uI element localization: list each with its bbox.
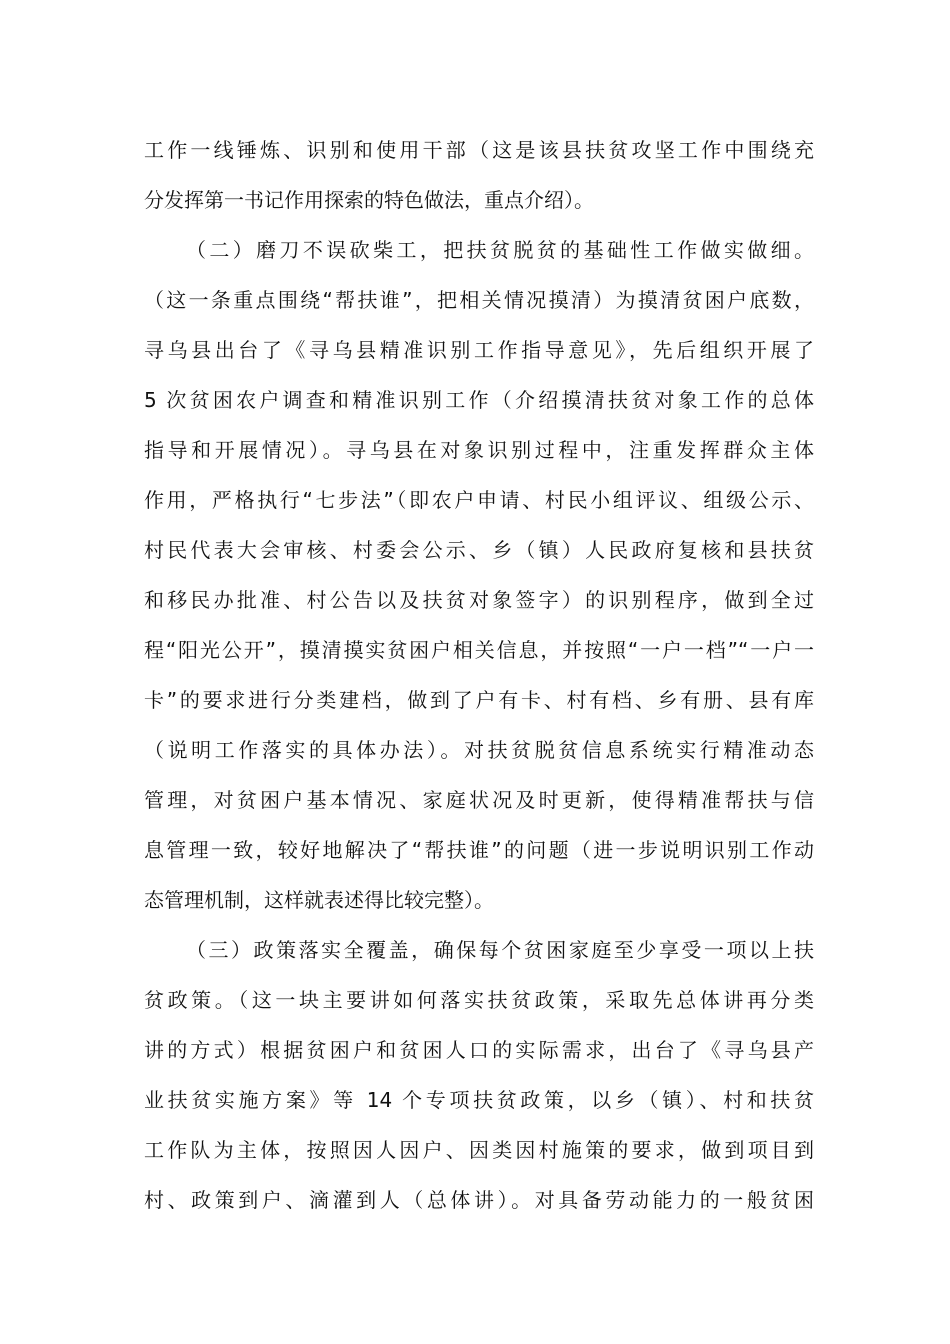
text-line: 作用，严格执行“七步法”（即农户申请、村民小组评议、组级公示、 <box>144 488 814 512</box>
text-line: 贫政策。（这一块主要讲如何落实扶贫政策，采取先总体讲再分类 <box>144 988 814 1012</box>
section-heading: （二）磨刀不误砍柴工，把扶贫脱贫的基础性工作做实做细。 <box>186 238 814 262</box>
text-line: 程“阳光公开”，摸清摸实贫困户相关信息，并按照“一户一档”“一户一 <box>144 638 814 662</box>
text-line: 业扶贫实施方案》等 14 个专项扶贫政策，以乡（镇）、村和扶贫 <box>144 1088 814 1112</box>
text-line: 村民代表大会审核、村委会公示、乡（镇）人民政府复核和县扶贫 <box>144 538 814 562</box>
text-line: 卡”的要求进行分类建档，做到了户有卡、村有档、乡有册、县有库 <box>144 688 814 712</box>
text-line: 分发挥第一书记作用探索的特色做法，重点介绍）。 <box>144 188 594 212</box>
text-line: 指导和开展情况）。寻乌县在对象识别过程中，注重发挥群众主体 <box>144 438 814 462</box>
text-line: （这一条重点围绕“帮扶谁”，把相关情况摸清）为摸清贫困户底数， <box>144 288 814 312</box>
text-line: 5 次贫困农户调查和精准识别工作（介绍摸清扶贫对象工作的总体 <box>144 388 814 412</box>
text-line: 管理，对贫困户基本情况、家庭状况及时更新，使得精准帮扶与信 <box>144 788 814 812</box>
text-line: 工作一线锤炼、识别和使用干部（这是该县扶贫攻坚工作中围绕充 <box>144 138 814 162</box>
text-line: 和移民办批准、村公告以及扶贫对象签字）的识别程序，做到全过 <box>144 588 814 612</box>
section-heading: （三）政策落实全覆盖，确保每个贫困家庭至少享受一项以上扶 <box>186 938 814 962</box>
text-line: 村、政策到户、滴灌到人（总体讲）。对具备劳动能力的一般贫困 <box>144 1188 814 1212</box>
text-line: 寻乌县出台了《寻乌县精准识别工作指导意见》，先后组织开展了 <box>144 338 814 362</box>
text-line: 态管理机制，这样就表述得比较完整）。 <box>144 888 494 912</box>
text-line: 工作队为主体，按照因人因户、因类因村施策的要求，做到项目到 <box>144 1138 814 1162</box>
text-line: （说明工作落实的具体办法）。对扶贫脱贫信息系统实行精准动态 <box>144 738 814 762</box>
text-line: 息管理一致，较好地解决了“帮扶谁”的问题（进一步说明识别工作动 <box>144 838 814 862</box>
text-line: 讲的方式）根据贫困户和贫困人口的实际需求，出台了《寻乌县产 <box>144 1038 814 1062</box>
